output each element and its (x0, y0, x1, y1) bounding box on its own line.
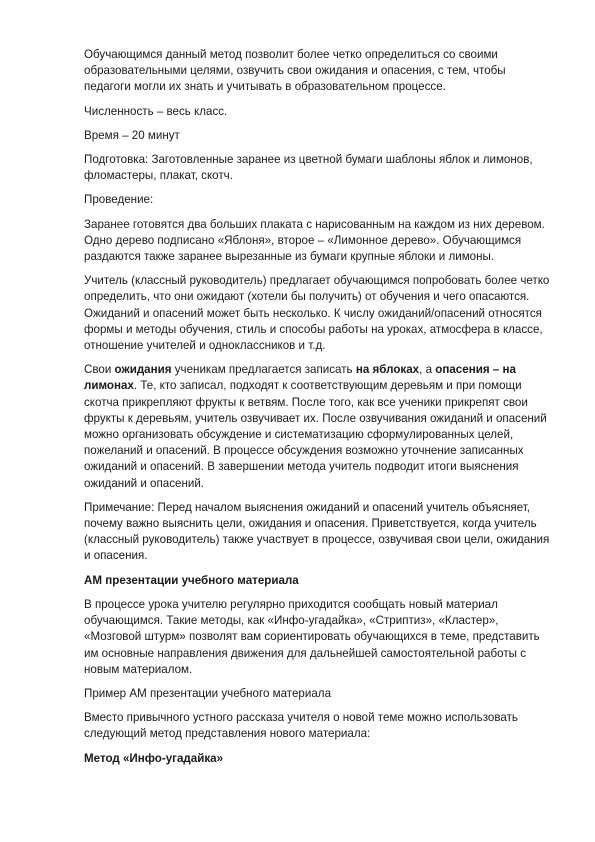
paragraph-count: Численность – весь класс. (84, 104, 228, 118)
text-run: Свои (84, 363, 115, 377)
section-heading-presentation: АМ презентации учебного материала (84, 573, 299, 587)
text-run: . Те, кто записал, подходят к соответствующим деревьям и при помощи скотча прикрепляют фрукты к ветвям. После того, как все ученики прикрепят свои фрукты к деревьям, учитель озвучивает их. После озвучивания ожиданий и опасений можно организовать обсуждение и систематизацию сформулированных целей, пожеланий и опасений. В процессе обсуждения возможно уточнение записанных ожиданий и опасений. В завершении метода учитель подводит итоги выяснения ожиданий и опасений. (84, 379, 547, 490)
bold-expectations: ожидания (114, 363, 172, 377)
document-page (84, 47, 554, 775)
paragraph-time: Время – 20 минут (84, 128, 180, 142)
method-heading-info-guess: Метод «Инфо-угадайка» (84, 751, 224, 765)
paragraph-teacher: Учитель (классный руководитель) предлагает обучающимся попробовать более четко определить, что они ожидают (хотели бы получить) от обучения и чего опасаются. Ожиданий и опасений может быть несколько. К числу ожиданий/опасений относятся формы и методы обучения, стиль и способы работы на уроках, атмосфера в классе, отношение учителей и одноклассников и т.д. (84, 274, 550, 353)
text-run: , а (419, 363, 436, 377)
bold-on-apples: на яблоках (355, 363, 420, 377)
paragraph-note: Примечание: Перед началом выяснения ожиданий и опасений учитель объясняет, почему важно выяснить цели, ожидания и опасения. Приветствуется, когда учитель (классный руководитель) также участвует в процессе, озвучивая свои цели, ожидания и опасения. (84, 500, 550, 563)
paragraph-posters: Заранее готовятся два больших плаката с нарисованным на каждом из них деревом. Одно дерево подписано «Яблоня», второе – «Лимонное дерево». Обучающимся раздаются также заранее вырезанные из бумаги крупные яблоки и лимоны. (84, 217, 545, 264)
paragraph-conduct-label: Проведение: (84, 193, 154, 207)
paragraph-expectations (84, 362, 554, 492)
bold-fears-on-lemons: опасения – на лимонах (84, 363, 516, 393)
paragraph-preparation: Подготовка: Заготовленные заранее из цветной бумаги шаблоны яблок и лимонов, фломастеры, плакат, скотч. (84, 153, 533, 183)
paragraph-example-label: Пример АМ презентации учебного материала (84, 686, 332, 700)
text-run: ученикам предлагается записать (171, 363, 356, 377)
paragraph-methods: В процессе урока учителю регулярно приходится сообщать новый материал обучающимся. Такие методы, как «Инфо-угадайка», «Стриптиз», «Кластер», «Мозговой штурм» позволят вам сориентировать обучающихся в теме, представить им основные направления движения для дальнейшей самостоятельной работы с новым материалом. (84, 597, 540, 676)
paragraph-instead: Вместо привычного устного рассказа учителя о новой теме можно использовать следующий метод представления нового материала: (84, 711, 518, 741)
paragraph-intro: Обучающимся данный метод позволит более четко определиться со своими образовательными целями, озвучить свои ожидания и опасения, с тем, чтобы педагоги могли их знать и учитывать в образовательном процессе. (84, 48, 506, 94)
